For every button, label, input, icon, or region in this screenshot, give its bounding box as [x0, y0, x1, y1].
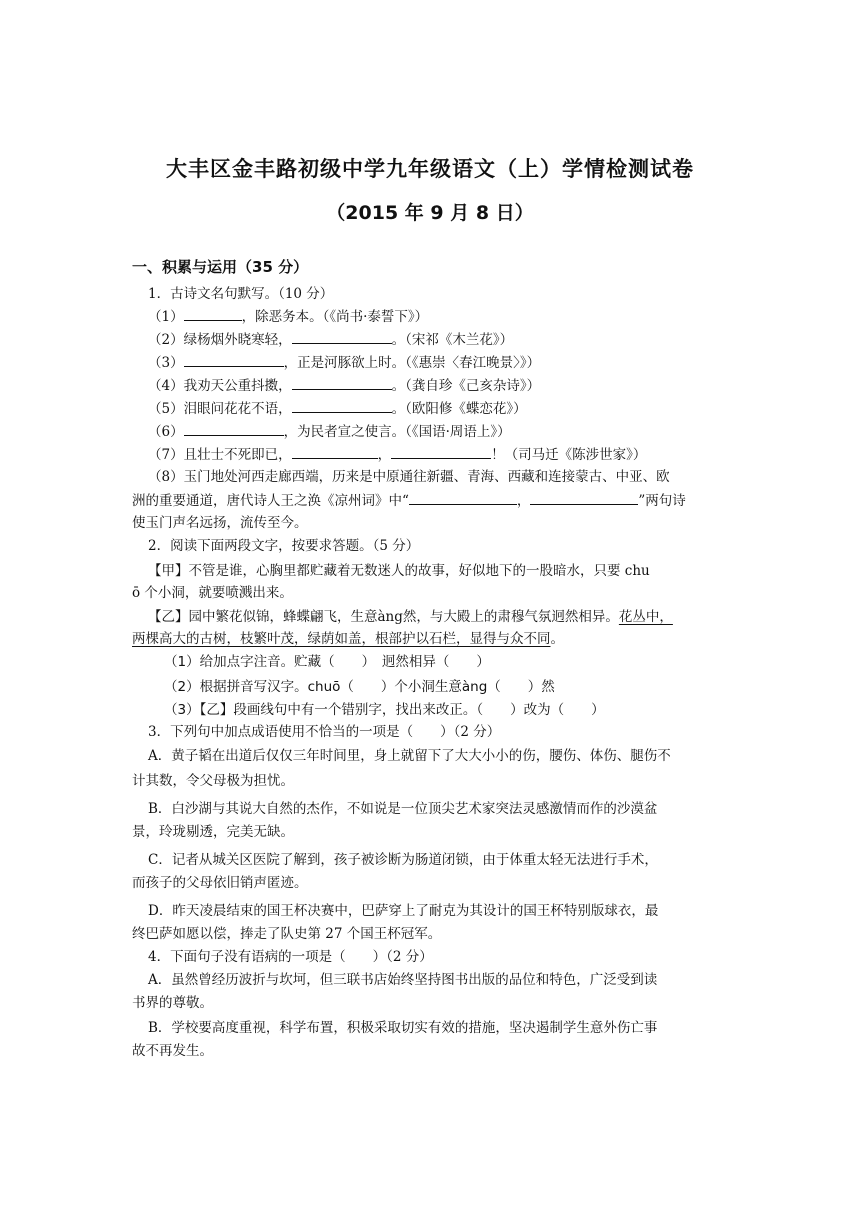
- q2-jia-line2: ō 个小洞，就要喷溅出来。: [132, 585, 293, 601]
- q1-item-7: （7）且壮士不死即已， ， ！（司马迁《陈涉世家》）: [148, 444, 646, 465]
- q1-item-8-line1: （8）玉门地处河西走廊西端，历来是中原通往新疆、青海、西藏和连接蒙古、中亚、欧: [148, 469, 670, 485]
- answer-blank[interactable]: [530, 490, 638, 505]
- exam-title: 大丰区金丰路初级中学九年级语文（上）学情检测试卷: [166, 157, 694, 181]
- q1-item-1: （1） ，除恶务本。（《尚书·泰誓下》）: [148, 306, 428, 327]
- q3-option-a-line1: A．黄子韬在出道后仅仅三年时间里，身上就留下了大大小小的伤，腰伤、体伤、腿伤不: [148, 748, 671, 764]
- q1-item-8-line2: 洲的重要通道，唐代诗人王之涣《凉州词》中“ ， ”两句诗: [132, 490, 686, 511]
- q4-option-b-line1: B．学校要高度重视，科学布置，积极采取切实有效的措施，坚决遏制学生意外伤亡事: [148, 1020, 658, 1036]
- section-heading: 一、积累与运用（35 分）: [132, 258, 309, 276]
- q3-option-c-line1: C．记者从城关区医院了解到，孩子被诊断为肠道闭锁，由于体重太轻无法进行手术，: [148, 852, 658, 868]
- q1-item-2: （2）绿杨烟外晓寒轻， 。（宋祁《木兰花》）: [148, 329, 513, 350]
- q2-yi-line2: 两棵高大的古树，枝繁叶茂，绿荫如盖，根部护以石栏，显得与众不同。: [132, 631, 564, 647]
- q1-item-4: （4）我劝天公重抖擞， 。（龚自珍《己亥杂诗》）: [148, 375, 540, 396]
- answer-blank[interactable]: [409, 490, 517, 505]
- q3-option-c-line2: 而孩子的父母依旧销声匿迹。: [132, 875, 308, 891]
- q4-option-a-line1: A．虽然曾经历波折与坎坷，但三联书店始终坚持图书出版的品位和特色，广泛受到读: [148, 972, 658, 988]
- underlined-sentence: 两棵高大的古树，枝繁叶茂，绿荫如盖，根部护以石栏，显得与众不同: [132, 631, 551, 647]
- q2-jia-line1: 【甲】不管是谁，心胸里都贮藏着无数迷人的故事，好似地下的一股暗水，只要 chu: [148, 563, 650, 579]
- underlined-sentence: 花丛中，: [618, 609, 673, 625]
- exam-date: （2015 年 9 月 8 日）: [326, 202, 534, 224]
- answer-blank[interactable]: [292, 329, 392, 344]
- q2-sub1: （1）给加点字注音。贮藏（ ） 迥然相异（ ）: [164, 654, 490, 670]
- q1-item-5: （5）泪眼问花花不语， 。（欧阳修《蝶恋花》）: [148, 398, 527, 419]
- answer-blank[interactable]: [184, 352, 284, 367]
- answer-blank[interactable]: [391, 444, 491, 459]
- q3-option-b-line2: 景，玲珑剔透，完美无缺。: [132, 824, 294, 840]
- q3-option-d-line2: 终巴萨如愿以偿，捧走了队史第 27 个国王杯冠军。: [132, 926, 442, 942]
- q2-stem: 2．阅读下面两段文字，按要求答题。（5 分）: [148, 538, 420, 554]
- q4-option-b-line2: 故不再发生。: [132, 1043, 213, 1059]
- answer-blank[interactable]: [292, 398, 392, 413]
- q1-item-6: （6） ，为民者宣之使言。（《国语·周语上》）: [148, 421, 511, 442]
- q3-stem: 3．下列句中加点成语使用不恰当的一项是（ ）（2 分）: [148, 724, 501, 740]
- answer-blank[interactable]: [184, 421, 284, 436]
- q2-sub2: （2）根据拼音写汉字。chuō（ ）个小洞生意àng（ ）然: [164, 679, 555, 695]
- answer-blank[interactable]: [292, 375, 392, 390]
- q2-sub3: （3）【乙】段画线句中有一个错别字，找出来改正。（ ）改为（ ）: [164, 702, 605, 718]
- answer-blank[interactable]: [292, 444, 378, 459]
- q4-option-a-line2: 书界的尊敬。: [132, 995, 213, 1011]
- q3-option-d-line1: D．昨天凌晨结束的国王杯决赛中，巴萨穿上了耐克为其设计的国王杯特别版球衣，最: [148, 903, 659, 919]
- q2-yi-line1: 【乙】园中繁花似锦，蜂蝶翩飞，生意àng然，与大殿上的肃穆气氛迥然相异。花丛中，: [148, 609, 673, 625]
- q3-option-b-line1: B．白沙湖与其说大自然的杰作，不如说是一位顶尖艺术家突法灵感激情而作的沙漠盆: [148, 801, 658, 817]
- answer-blank[interactable]: [184, 306, 242, 321]
- q1-item-3: （3） ，正是河豚欲上时。（《惠崇〈春江晚景〉》）: [148, 352, 540, 373]
- q4-stem: 4．下面句子没有语病的一项是（ ）（2 分）: [148, 949, 433, 965]
- q1-stem: 1．古诗文名句默写。（10 分）: [148, 286, 334, 302]
- q1-item-8-line3: 使玉门声名远扬，流传至今。: [132, 515, 308, 531]
- q3-option-a-line2: 计其数，令父母极为担忧。: [132, 773, 294, 789]
